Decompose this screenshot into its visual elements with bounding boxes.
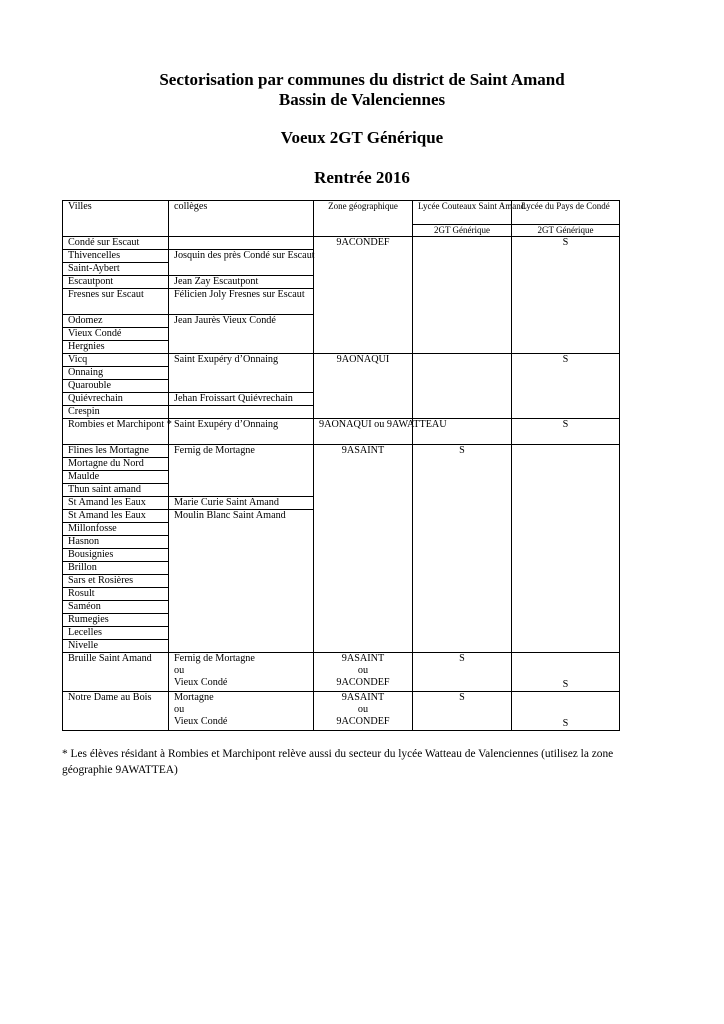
college-cell: Saint Exupéry d’Onnaing [169,419,314,445]
college-cell: Fernig de Mortagne [169,445,314,497]
ville-cell: Notre Dame au Bois [63,692,169,731]
college-cell [169,406,314,419]
header-villes: Villes [63,201,169,237]
college-line: Fernig de Mortagne [174,653,255,664]
table-row [63,237,620,250]
zone-cell: 9AONAQUI [314,354,413,419]
title-line-2: Bassin de Valenciennes [278,90,446,109]
zone-cell: 9ACONDEF [314,237,413,354]
ville-cell: Rombies et Marchipont * [63,419,169,445]
ville-cell: Nivelle [63,640,169,653]
college-cell [169,692,314,731]
conde-cell: S [512,653,620,692]
subheader-couteaux: 2GT Générique [413,225,512,237]
college-cell: Jean Zay Escautpont [169,276,314,289]
college-line: ou [174,704,185,715]
ville-cell: Thun saint amand [63,484,169,497]
zone-cell [314,653,413,692]
ville-cell: Quiévrechain [63,393,169,406]
ville-cell: Bousignies [63,549,169,562]
college-line: Vieux Condé [174,716,228,727]
ville-cell: Sars et Rosières [63,575,169,588]
ville-cell: Hasnon [63,536,169,549]
ville-cell: Vicq [63,354,169,367]
ville-cell: Flines les Mortagne [63,445,169,458]
zone-line: 9ACONDEF [336,677,390,688]
ville-cell: Escautpont [63,276,169,289]
college-line: Mortagne [174,692,214,703]
ville-cell: Lecelles [63,627,169,640]
ville-cell: Onnaing [63,367,169,380]
subheader-pays-conde: 2GT Générique [512,225,620,237]
college-cell: Félicien Joly Fresnes sur Escaut [169,289,314,315]
header-zone: Zone géographique [314,201,413,237]
ville-cell: Rumegies [63,614,169,627]
title-line-1: Sectorisation par communes du district de Saint Amand [159,70,565,89]
college-cell: Jean Jaurès Vieux Condé [169,315,314,354]
zone-line: ou [357,665,369,676]
header-colleges: collèges [169,201,314,237]
ville-cell: Bruille Saint Amand [63,653,169,692]
zone-line: ou [357,704,369,715]
conde-cell: S [512,354,620,419]
title-line-3: Voeux 2GT Générique [280,128,444,147]
ville-cell: Quarouble [63,380,169,393]
ville-cell: Thivencelles [63,250,169,263]
couteaux-cell [413,354,512,419]
header-lycee-pays-conde: Lycée du Pays de Condé [512,201,620,225]
conde-cell: S [512,237,620,354]
couteaux-cell: S [413,692,512,731]
ville-cell: St Amand les Eaux [63,510,169,523]
college-cell: Josquin des près Condé sur Escaut [169,250,314,276]
ville-cell: Rosult [63,588,169,601]
couteaux-cell: S [413,653,512,692]
zone-line: 9ACONDEF [336,716,390,727]
zone-line: 9ASAINT [341,692,385,703]
table-header-row [63,201,620,225]
college-line: Vieux Condé [174,677,228,688]
table-row [63,354,620,367]
table-row [63,445,620,458]
sectorisation-table [62,200,620,731]
table-row [63,419,620,445]
ville-cell: Odomez [63,315,169,328]
couteaux-cell: S [413,445,512,653]
college-cell: Marie Curie Saint Amand [169,497,314,510]
ville-cell: Millonfosse [63,523,169,536]
ville-cell: Crespin [63,406,169,419]
zone-cell: 9ASAINT [314,445,413,653]
ville-cell: Fresnes sur Escaut [63,289,169,315]
header-lycee-couteaux: Lycée Couteaux Saint Amand [413,201,512,225]
ville-cell: St Amand les Eaux [63,497,169,510]
zone-line: 9ASAINT [341,653,385,664]
ville-cell: Saméon [63,601,169,614]
college-cell: Jehan Froissart Quiévrechain [169,393,314,406]
couteaux-cell [413,237,512,354]
conde-cell [512,445,620,653]
title-line-4: Rentrée 2016 [314,168,410,187]
table-row [63,692,620,731]
ville-cell: Mortagne du Nord [63,458,169,471]
ville-cell: Maulde [63,471,169,484]
college-cell: Moulin Blanc Saint Amand [169,510,314,653]
conde-cell: S [512,419,620,445]
ville-cell: Condé sur Escaut [63,237,169,250]
zone-cell [314,692,413,731]
ville-cell: Hergnies [63,341,169,354]
ville-cell: Brillon [63,562,169,575]
table-row [63,653,620,692]
college-cell [169,237,314,250]
ville-cell: Saint-Aybert [63,263,169,276]
college-line: ou [174,665,185,676]
footnote: * Les élèves résidant à Rombies et Marchipont relève aussi du secteur du lycée Watteau de Valenciennes (utilisez la zone géographie 9AWATTEA) [62,748,614,776]
conde-cell: S [512,692,620,731]
zone-cell: 9AONAQUI ou 9AWATTEAU [314,419,413,445]
college-cell [169,653,314,692]
ville-cell: Vieux Condé [63,328,169,341]
college-cell: Saint Exupéry d’Onnaing [169,354,314,393]
